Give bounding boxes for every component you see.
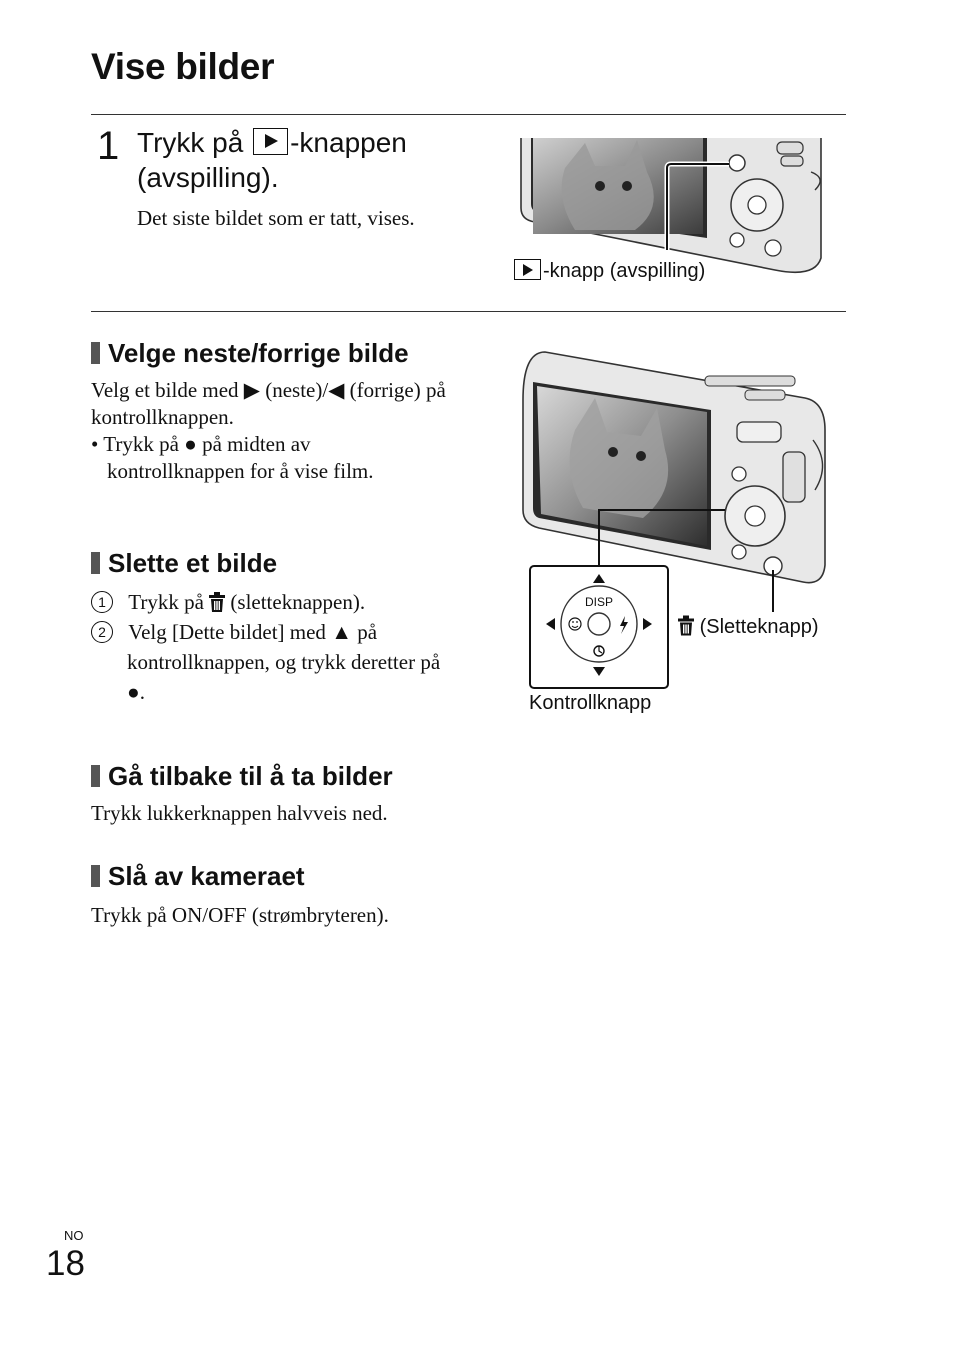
delete-steps (91, 587, 511, 707)
right-arrow-icon: ▶ (243, 378, 260, 402)
step-circle-number: 1 (91, 591, 113, 613)
section-marker (91, 865, 100, 887)
off-text: Trykk på ON/OFF (strømbryteren). (91, 903, 389, 927)
text: på midten av (202, 432, 311, 456)
camera-control-illustration (515, 340, 835, 720)
section-heading-delete (91, 548, 277, 579)
text: Trykk på (128, 590, 204, 614)
disp-label: DISP (584, 595, 614, 609)
section-heading-off (91, 861, 305, 892)
text: kontrollknappen. (91, 405, 234, 429)
section-title: Velge neste/forrige bilde (108, 338, 409, 368)
trash-icon (209, 592, 225, 612)
step-circle-number: 2 (91, 621, 113, 643)
section-title: Gå tilbake til å ta bilder (108, 761, 393, 791)
step-number: 1 (97, 124, 120, 168)
text: kontrollknappen, og trykk deretter på (127, 650, 441, 674)
play-button-caption (514, 259, 705, 283)
next-prev-text (91, 377, 511, 485)
divider (91, 311, 846, 312)
trash-icon (678, 615, 694, 636)
section-marker (91, 552, 100, 574)
text: Velg et bilde med (91, 378, 239, 402)
text: . (139, 680, 145, 704)
section-marker (91, 765, 100, 787)
section-title: Slette et bilde (108, 548, 278, 578)
text: kontrollknappen for å vise film. (107, 459, 374, 483)
center-button-icon: ● (184, 432, 197, 456)
step-heading-after: -knappen (290, 127, 407, 158)
camera-back-illustration (515, 138, 835, 278)
section-heading-back (91, 761, 393, 792)
step-description: Det siste bildet som er tatt, vises. (137, 206, 415, 230)
text: Velg [Dette bildet] med (128, 620, 326, 644)
play-icon-small (514, 259, 541, 280)
step-heading (137, 125, 497, 195)
text: (sletteknappen). (230, 590, 366, 614)
left-arrow-icon: ◀ (328, 378, 345, 402)
section-heading-next-prev (91, 338, 409, 369)
text: på (357, 620, 378, 644)
play-icon (253, 128, 288, 155)
delete-caption-text: (Sletteknapp) (699, 616, 819, 638)
divider (91, 114, 846, 115)
play-caption-text: -knapp (avspilling) (543, 260, 706, 282)
delete-button-caption (678, 615, 819, 639)
back-text: Trykk lukkerknappen halvveis ned. (91, 801, 388, 825)
page-title: Vise bilder (91, 46, 275, 87)
page-number: 18 (46, 1244, 85, 1283)
text: (forrige) på (349, 378, 446, 402)
step-heading-line2: (avspilling). (137, 162, 279, 193)
section-marker (91, 342, 100, 364)
up-arrow-icon: ▲ (331, 620, 352, 644)
section-title: Slå av kameraet (108, 861, 305, 891)
center-button-icon: ● (127, 680, 140, 704)
control-button-caption: Kontrollknapp (529, 692, 652, 714)
bullet: • (91, 432, 99, 456)
text: (neste)/ (265, 378, 329, 402)
step-heading-before: Trykk på (137, 127, 244, 158)
text: Trykk på (103, 432, 179, 456)
language-code: NO (64, 1228, 84, 1243)
